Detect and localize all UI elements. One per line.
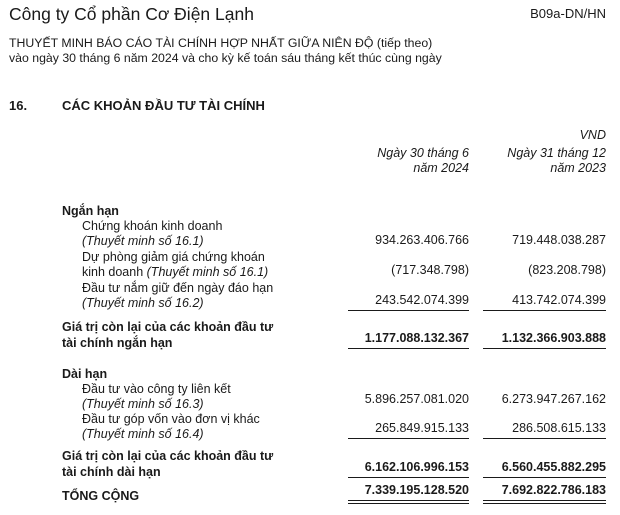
short-term-subtotal-rule-2023 — [483, 310, 606, 311]
short-term-heading: Ngắn hạn — [62, 204, 119, 218]
company-name: Công ty Cổ phần Cơ Điện Lạnh — [9, 4, 254, 24]
form-code: B09a-DN/HN — [530, 6, 606, 21]
grand-total-rule-2023-bottom — [483, 503, 606, 504]
held-to-maturity-label: Đầu tư nắm giữ đến ngày đáo hạn — [82, 281, 274, 295]
other-entities-2023: 286.508.615.133 — [512, 421, 606, 435]
grand-total-2024: 7.339.195.128.520 — [364, 483, 469, 497]
provision-label-line2 — [82, 265, 268, 279]
column-header-2023-line1: Ngày 31 tháng 12 — [507, 146, 606, 160]
trading-securities-label: Chứng khoán kinh doanh — [82, 219, 223, 233]
short-term-subtotal-rule-2024 — [348, 310, 469, 311]
column-header-2024 — [377, 146, 469, 176]
grand-total-rule-2024-top — [348, 500, 469, 501]
section-title: CÁC KHOẢN ĐẦU TƯ TÀI CHÍNH — [62, 98, 265, 113]
long-term-total-line2: tài chính dài hạn — [62, 465, 161, 479]
held-to-maturity-note: (Thuyết minh số 16.2) — [82, 296, 204, 310]
long-term-total-2023: 6.560.455.882.295 — [501, 460, 606, 474]
long-term-total-rule-2024 — [348, 477, 469, 478]
associates-note: (Thuyết minh số 16.3) — [82, 397, 204, 411]
grand-total-rule-2024-bottom — [348, 503, 469, 504]
long-term-heading: Dài hạn — [62, 367, 108, 381]
provision-label-line2-text: kinh doanh — [82, 265, 147, 279]
other-entities-label: Đầu tư góp vốn vào đơn vị khác — [82, 412, 260, 426]
associates-2023: 6.273.947.267.162 — [501, 392, 606, 406]
report-subtitle-line2: vào ngày 30 tháng 6 năm 2024 và cho kỳ kế toán sáu tháng kết thúc cùng ngày — [9, 51, 442, 65]
provision-2024: (717.348.798) — [391, 263, 469, 277]
grand-total-rule-2023-top — [483, 500, 606, 501]
other-entities-note: (Thuyết minh số 16.4) — [82, 427, 204, 441]
long-term-total-2024: 6.162.106.996.153 — [364, 460, 469, 474]
report-subtitle-line1: THUYẾT MINH BÁO CÁO TÀI CHÍNH HỢP NHẤT GIỮA NIÊN ĐỘ (tiếp theo) — [9, 36, 433, 50]
associates-label: Đầu tư vào công ty liên kết — [82, 382, 231, 396]
column-header-2024-line1: Ngày 30 tháng 6 — [377, 146, 469, 160]
column-header-2024-line2: năm 2024 — [413, 161, 469, 175]
provision-label: Dự phòng giảm giá chứng khoán — [82, 250, 265, 264]
long-term-subtotal-rule-2024 — [348, 438, 469, 439]
trading-securities-2024: 934.263.406.766 — [375, 233, 469, 247]
short-term-total-line1: Giá trị còn lại của các khoản đầu tư — [62, 320, 274, 334]
long-term-total-rule-2023 — [483, 477, 606, 478]
provision-note: (Thuyết minh số 16.1) — [146, 265, 269, 279]
grand-total-2023: 7.692.822.786.183 — [501, 483, 606, 497]
short-term-total-line2: tài chính ngắn hạn — [62, 336, 173, 350]
column-header-2023 — [507, 146, 606, 176]
section-number: 16. — [9, 98, 28, 113]
held-to-maturity-2024: 243.542.074.399 — [375, 293, 469, 307]
grand-total-label: TỔNG CỘNG — [62, 489, 140, 503]
trading-securities-2023: 719.448.038.287 — [512, 233, 606, 247]
column-header-2023-line2: năm 2023 — [550, 161, 606, 175]
short-term-total-2024: 1.177.088.132.367 — [364, 331, 469, 345]
held-to-maturity-2023: 413.742.074.399 — [512, 293, 606, 307]
associates-2024: 5.896.257.081.020 — [364, 392, 469, 406]
provision-2023: (823.208.798) — [528, 263, 606, 277]
currency-unit: VND — [579, 128, 606, 142]
long-term-total-line1: Giá trị còn lại của các khoản đầu tư — [62, 449, 274, 463]
other-entities-2024: 265.849.915.133 — [375, 421, 469, 435]
short-term-total-rule-2024 — [348, 348, 469, 349]
short-term-total-2023: 1.132.366.903.888 — [501, 331, 606, 345]
long-term-subtotal-rule-2023 — [483, 438, 606, 439]
trading-securities-note: (Thuyết minh số 16.1) — [82, 234, 204, 248]
short-term-total-rule-2023 — [483, 348, 606, 349]
